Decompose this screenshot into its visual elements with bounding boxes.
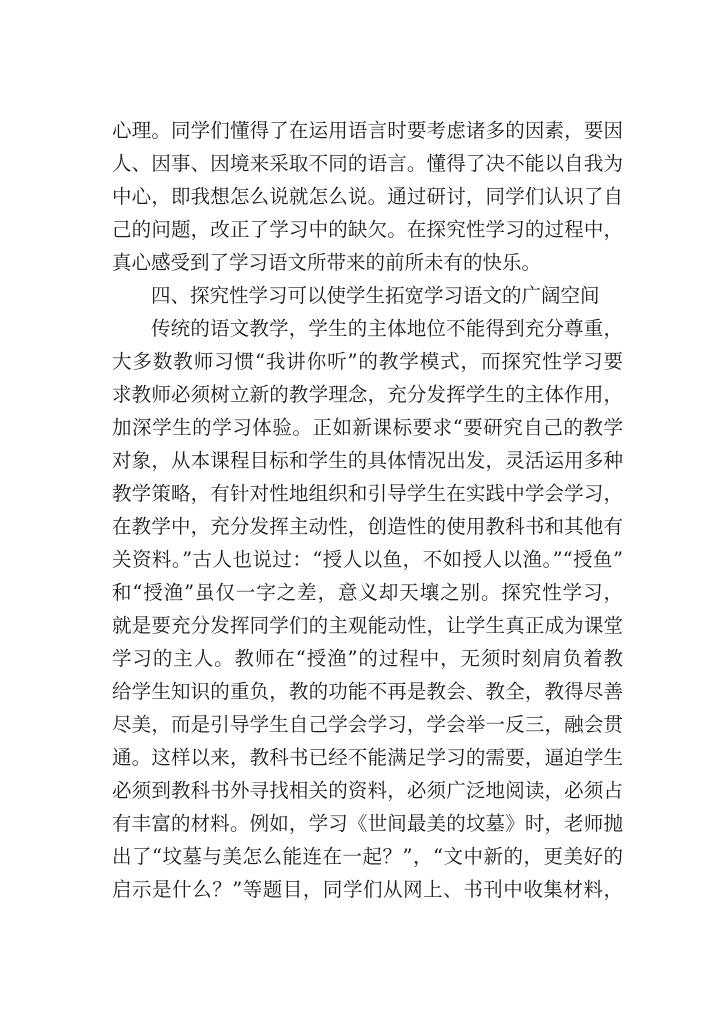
text-line: 学习的主人。教师在“授渔”的过程中，无须时刻肩负着教 <box>112 647 623 670</box>
text-line: 求教师必须树立新的教学理念，充分发挥学生的主体作用， <box>112 383 623 406</box>
text-line: 对象，从本课程目标和学生的具体情况出发，灵活运用多种 <box>112 449 623 472</box>
text-line: 必须到教科书外寻找相关的资料，必须广泛地阅读，必须占 <box>112 779 623 802</box>
section-heading: 四、探究性学习可以使学生拓宽学习语文的广阔空间 <box>151 284 600 307</box>
text-line: 尽美，而是引导学生自己学会学习，学会举一反三，融会贯 <box>112 713 623 736</box>
text-line: 通。这样以来，教科书已经不能满足学习的需要，逼迫学生 <box>112 746 623 769</box>
text-line: 启示是什么？”等题目，同学们从网上、书刊中收集材料， <box>112 878 623 901</box>
text-line: 和“授渔”虽仅一字之差，意义却天壤之别。探究性学习， <box>112 581 623 604</box>
text-line: 大多数教师习惯“我讲你听”的教学模式，而探究性学习要 <box>112 350 623 373</box>
text-line: 教学策略，有针对性地组织和引导学生在实践中学会学习， <box>112 482 623 505</box>
text-line: 就是要充分发挥同学们的主观能动性，让学生真正成为课堂 <box>112 614 623 637</box>
text-line: 在教学中，充分发挥主动性，创造性的使用教科书和其他有 <box>112 515 623 538</box>
text-line: 己的问题，改正了学习中的缺欠。在探究性学习的过程中， <box>112 218 623 241</box>
text-line: 有丰富的材料。例如，学习《世间最美的坟墓》时，老师抛 <box>112 812 623 835</box>
text-line: 中心，即我想怎么说就怎么说。通过研讨，同学们认识了自 <box>112 185 623 208</box>
text-line: 给学生知识的重负，教的功能不再是教会、教全，教得尽善 <box>112 680 623 703</box>
body-text <box>112 114 623 906</box>
paragraph-first-line: 传统的语文教学，学生的主体地位不能得到充分尊重， <box>151 317 623 340</box>
text-line: 加深学生的学习体验。正如新课标要求“要研究自己的教学 <box>112 416 623 439</box>
text-line: 真心感受到了学习语文所带来的前所未有的快乐。 <box>112 251 542 274</box>
text-line: 心理。同学们懂得了在运用语言时要考虑诸多的因素，要因 <box>112 119 623 142</box>
text-line: 出了“坟墓与美怎么能连在一起？”，“文中新的，更美好的 <box>112 845 623 868</box>
text-line: 关资料。”古人也说过：“授人以鱼，不如授人以渔。”“授鱼” <box>112 548 623 571</box>
text-line: 人、因事、因境来采取不同的语言。懂得了决不能以自我为 <box>112 152 623 175</box>
